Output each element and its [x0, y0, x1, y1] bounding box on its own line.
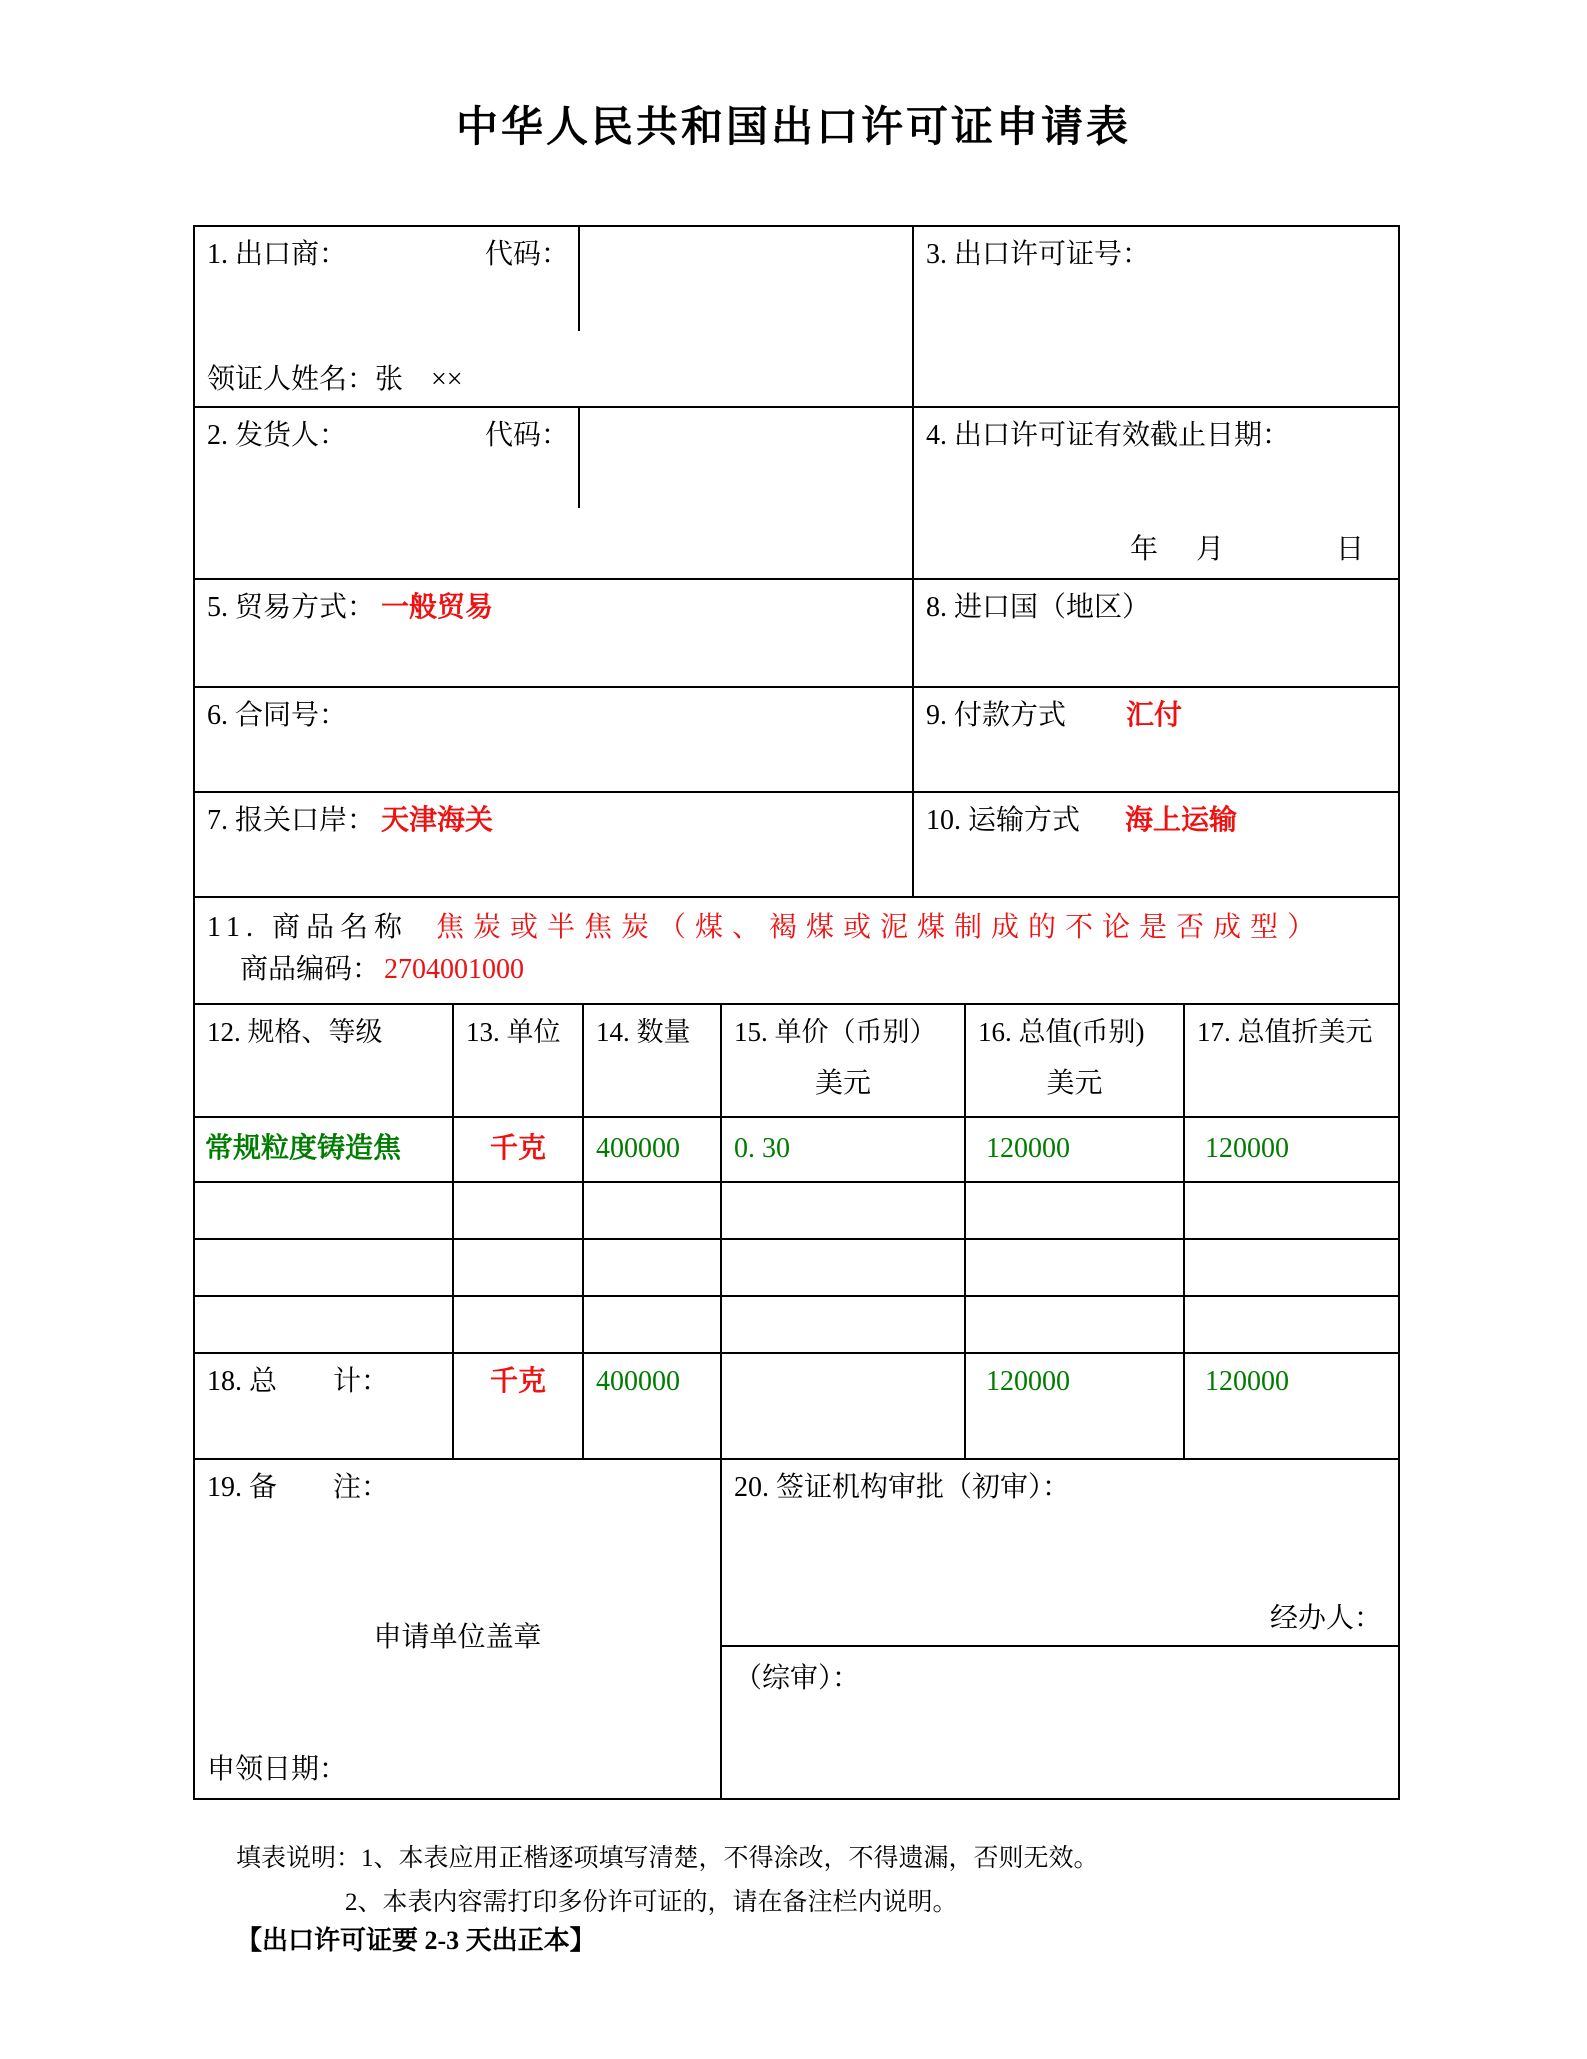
code-divider: [578, 408, 580, 508]
item-total: 120000: [966, 1118, 1185, 1181]
cell-import-country: [914, 580, 1398, 686]
approval-first-review: [722, 1460, 1398, 1647]
code-divider: [578, 227, 580, 331]
customs-port-value: 天津海关: [381, 805, 494, 836]
day-label: 日: [1335, 533, 1364, 565]
commodity-label: 11. 商品名称: [207, 912, 408, 943]
payment-value: 汇付: [1126, 700, 1183, 731]
row-item-headers: [195, 1005, 1398, 1118]
item-price: 0. 30: [722, 1118, 966, 1181]
license-holder-name: 领证人姓名：张 ××: [207, 363, 463, 395]
exporter-label: 1. 出口商：: [207, 239, 348, 270]
remarks-label: 19. 备 注：: [207, 1472, 390, 1503]
row-consignor: [195, 408, 1398, 580]
row-commodity: [195, 898, 1398, 1005]
header-total-usd: 17. 总值折美元: [1197, 1017, 1373, 1047]
expiry-date-placeholder: [1130, 532, 1364, 568]
item-row-empty-2: [195, 1240, 1398, 1297]
header-unit: 13. 单位: [454, 1005, 584, 1116]
header-total-value: 16. 总值(币别) 美元: [966, 1005, 1185, 1116]
item-spec: 常规粒度铸造焦: [195, 1118, 454, 1181]
cell-exporter: [195, 227, 914, 406]
apply-date-label: 申领日期：: [207, 1753, 348, 1785]
cell-trade-mode: [195, 580, 914, 686]
cell-customs-port: [195, 793, 914, 896]
transport-label: 10. 运输方式: [926, 805, 1081, 836]
commodity-value: 焦炭或半焦炭（煤、褐煤或泥煤制成的不论是否成型）: [435, 912, 1324, 943]
cell-expiry-date: [914, 408, 1398, 578]
total-usd: 120000: [1205, 1366, 1289, 1397]
cell-payment: [914, 688, 1398, 791]
exporter-code-label: 代码：: [485, 239, 570, 270]
total-price-empty: [722, 1354, 966, 1458]
approval-label: 20. 签证机构审批（初审）：: [734, 1472, 1071, 1503]
form-note-1: 填表说明：1、本表应用正楷逐项填写清楚，不得涂改，不得遗漏，否则无效。: [236, 1845, 1099, 1872]
form-note-3: 【出口许可证要 2-3 天出正本】: [236, 1926, 596, 1955]
header-unit-price: 15. 单价（币别） 美元: [722, 1005, 966, 1116]
month-label: 月: [1195, 533, 1224, 565]
hs-code-value: 2704001000: [384, 954, 525, 986]
cell-remarks: [195, 1460, 722, 1798]
header-total-value-currency: 美元: [1046, 1068, 1103, 1100]
item-row-1: [195, 1118, 1398, 1183]
approval-final-review: [722, 1647, 1398, 1796]
license-no-label: 3. 出口许可证号：: [926, 239, 1151, 270]
import-country-label: 8. 进口国（地区）: [926, 592, 1151, 623]
trade-mode-value: 一般贸易: [381, 592, 494, 623]
row-contract: [195, 688, 1398, 793]
cell-commodity: [195, 898, 1398, 1003]
cell-contract-no: [195, 688, 914, 791]
year-label: 年: [1129, 533, 1158, 565]
consignor-label: 2. 发货人：: [207, 420, 348, 451]
cell-consignor: [195, 408, 914, 578]
item-row-empty-1: [195, 1183, 1398, 1240]
transport-value: 海上运输: [1125, 805, 1238, 836]
operator-label: 经办人：: [1269, 1602, 1382, 1634]
row-remarks-approval: [195, 1460, 1398, 1798]
consignor-code-label: 代码：: [485, 420, 570, 451]
page-title: 中华人民共和国出口许可证申请表: [455, 103, 1131, 150]
item-row-empty-3: [195, 1297, 1398, 1354]
form-table: [193, 225, 1400, 1800]
contract-no-label: 6. 合同号：: [207, 700, 348, 731]
form-note-2: 2、本表内容需打印多份许可证的，请在备注栏内说明。: [345, 1889, 958, 1916]
expiry-label: 4. 出口许可证有效截止日期：: [926, 420, 1291, 451]
final-review-label: （综审）：: [734, 1663, 861, 1694]
total-label-cell: [195, 1354, 454, 1458]
applicant-stamp-label: 申请单位盖章: [373, 1622, 542, 1653]
row-exporter: [195, 227, 1398, 408]
total-value: 120000: [966, 1354, 1185, 1458]
item-total-usd: 120000: [1205, 1133, 1289, 1165]
row-grand-total: [195, 1354, 1398, 1460]
cell-transport: [914, 793, 1398, 896]
hs-code-label: 商品编码：: [240, 954, 381, 986]
total-unit: 千克: [454, 1354, 584, 1458]
trade-mode-label: 5. 贸易方式：: [207, 592, 376, 623]
total-qty: 400000: [584, 1354, 722, 1458]
header-spec: 12. 规格、等级: [195, 1005, 454, 1116]
customs-port-label: 7. 报关口岸：: [207, 805, 376, 836]
row-trade-mode: [195, 580, 1398, 688]
payment-label: 9. 付款方式: [926, 700, 1067, 731]
total-label: 18. 总 计：: [207, 1366, 390, 1397]
header-qty: 14. 数量: [584, 1005, 722, 1116]
item-unit: 千克: [454, 1118, 584, 1181]
cell-approval: [722, 1460, 1398, 1798]
item-qty: 400000: [584, 1118, 722, 1181]
row-customs: [195, 793, 1398, 898]
header-unit-price-currency: 美元: [814, 1068, 871, 1100]
cell-license-no: [914, 227, 1398, 406]
